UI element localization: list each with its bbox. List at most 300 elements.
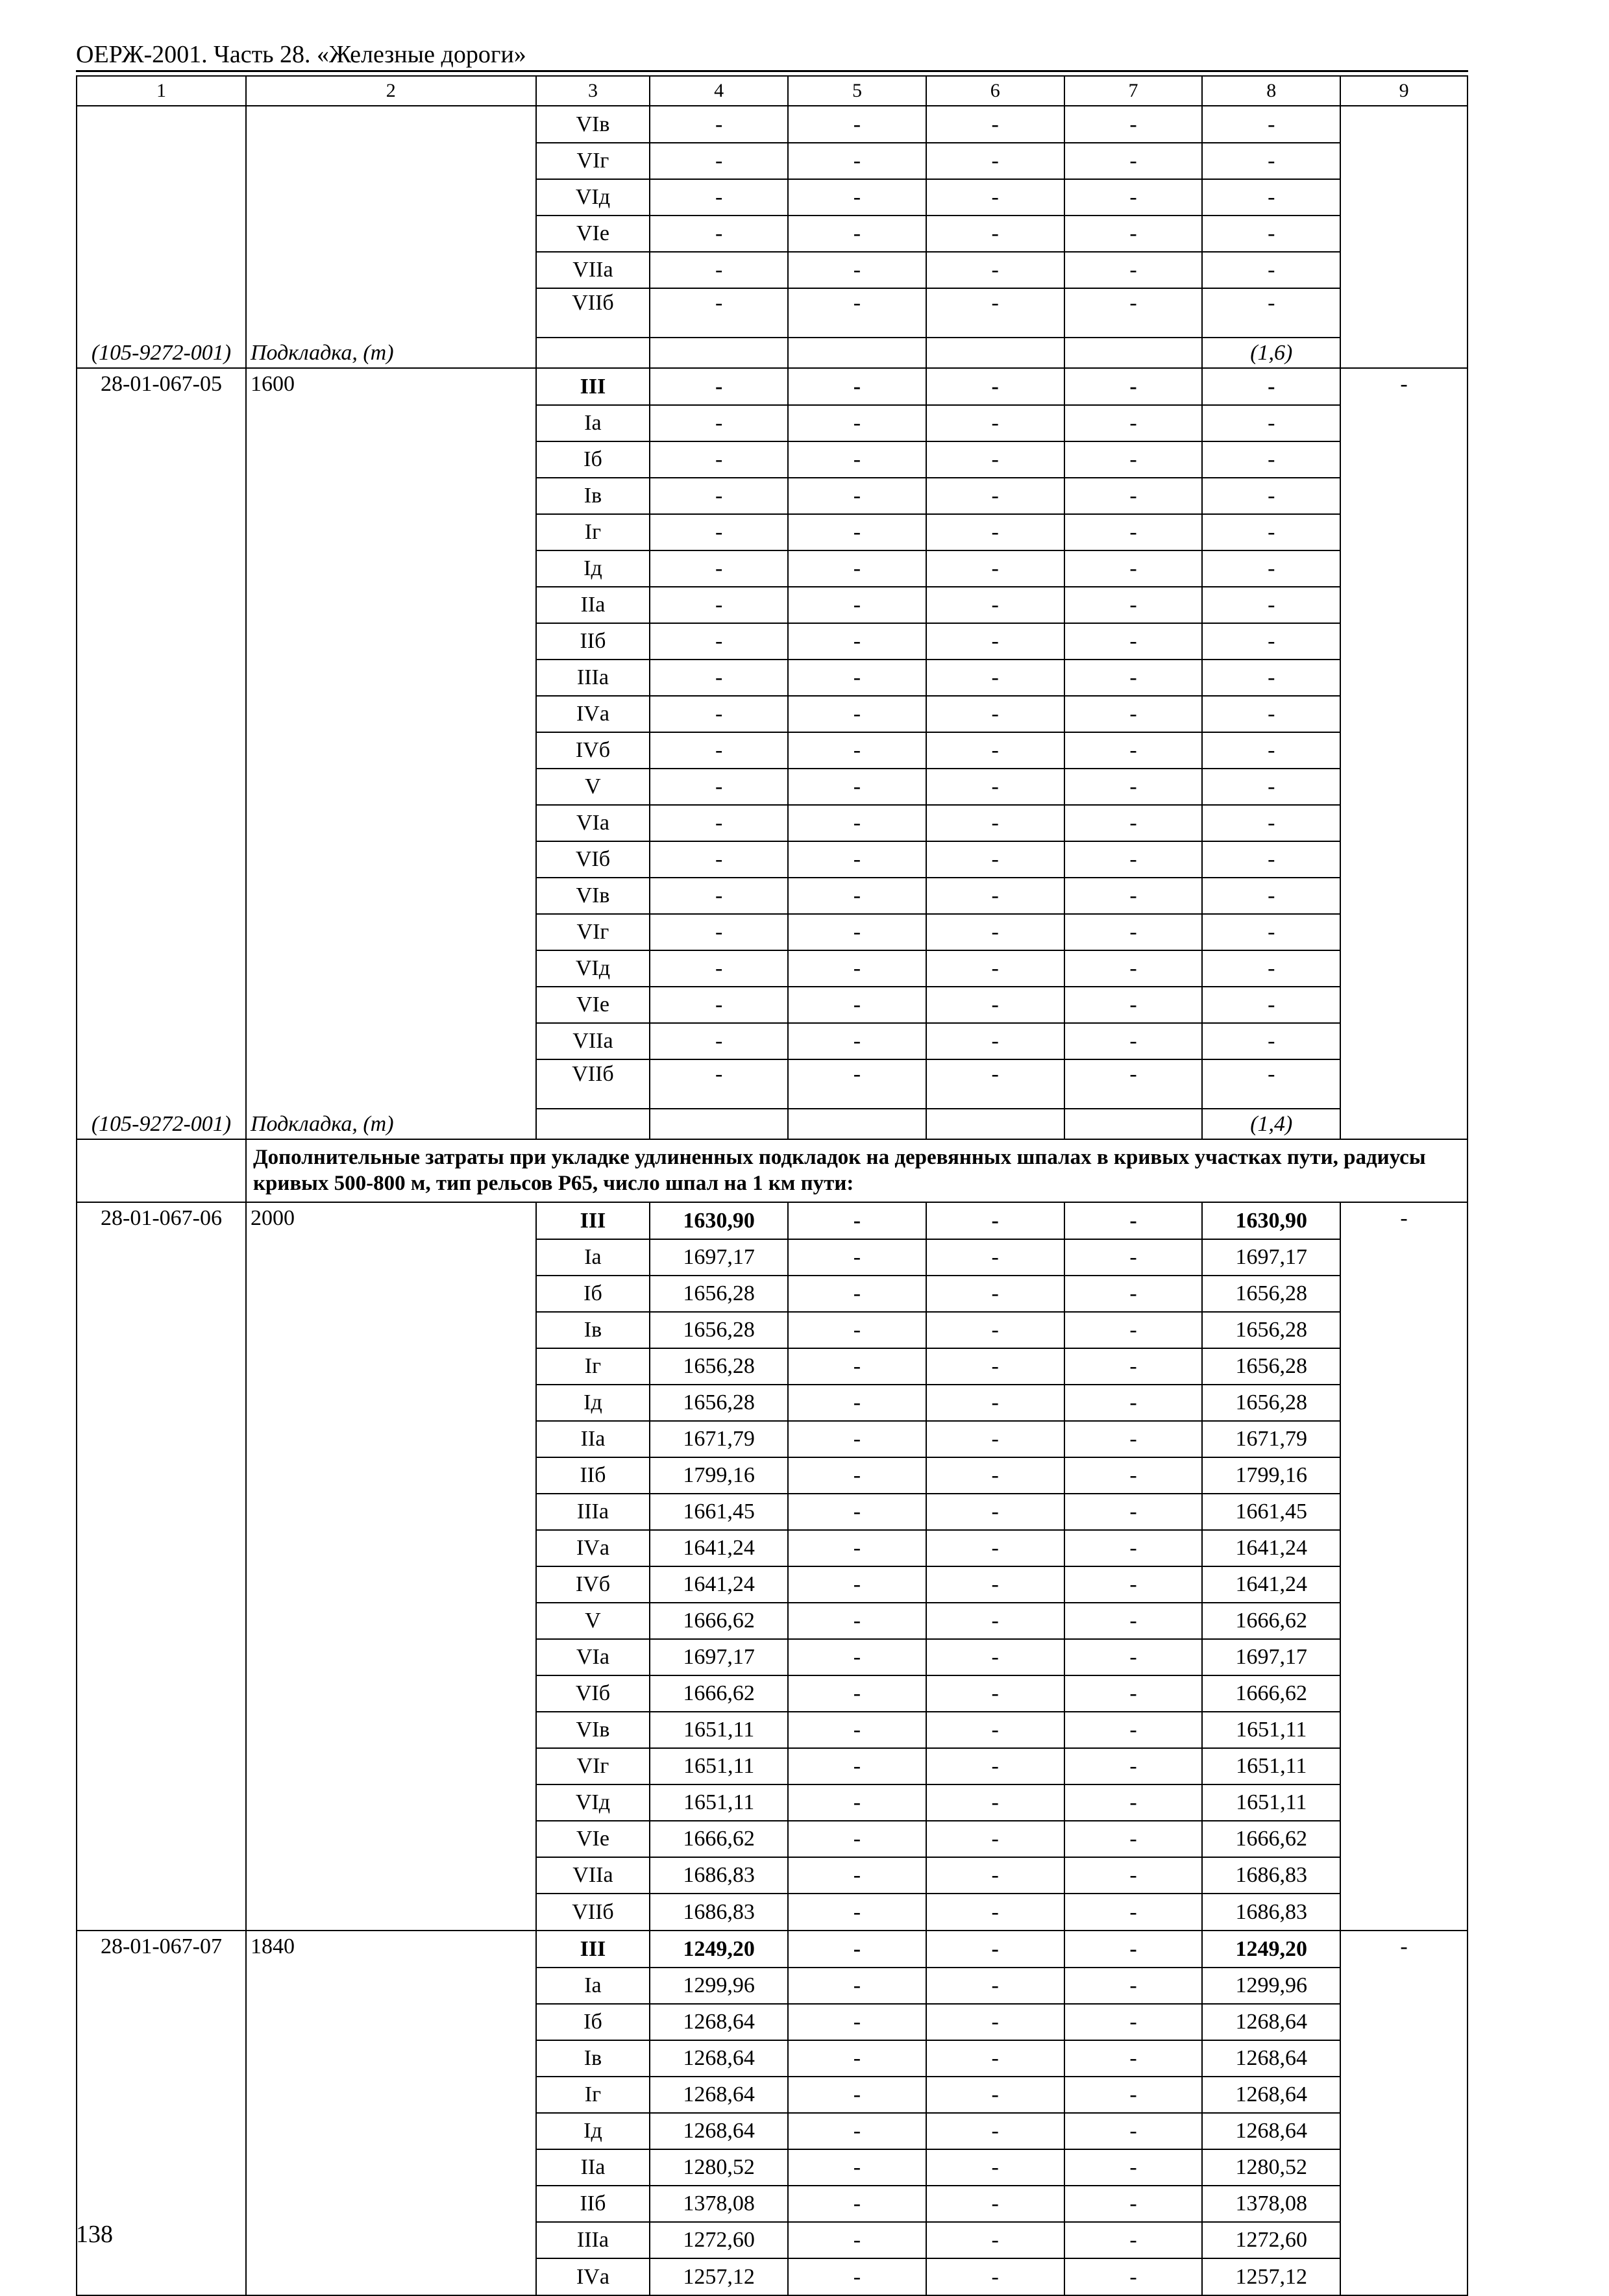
code-cell xyxy=(77,1821,246,1857)
value-cell-c7: - xyxy=(1064,914,1203,950)
value-cell-c5: - xyxy=(788,1748,926,1784)
value-cell-c4: 1268,64 xyxy=(650,2040,788,2077)
name-cell xyxy=(246,805,536,841)
value-cell-c8: - xyxy=(1202,106,1340,143)
value-cell-c4: 1268,64 xyxy=(650,2004,788,2040)
table-row xyxy=(77,478,1468,514)
value-cell-c4: 1686,83 xyxy=(650,1857,788,1894)
code-cell xyxy=(77,1023,246,1059)
value-cell-c5: - xyxy=(788,1202,926,1239)
name-cell xyxy=(246,1457,536,1494)
zone-cell: VIе xyxy=(536,216,650,252)
value-cell-c6: - xyxy=(926,1821,1064,1857)
value-cell-c4: 1257,12 xyxy=(650,2258,788,2295)
code-cell xyxy=(77,2186,246,2222)
zone-cell: VIг xyxy=(536,914,650,950)
value-cell-c5: - xyxy=(788,1603,926,1639)
resource-value: (1,4) xyxy=(1202,1109,1340,1139)
zone-cell: Iд xyxy=(536,1385,650,1421)
name-cell xyxy=(246,1712,536,1748)
table-row xyxy=(77,252,1468,288)
value-cell-c5: - xyxy=(788,1312,926,1348)
value-cell-c5: - xyxy=(788,841,926,878)
value-cell-c5: - xyxy=(788,878,926,914)
table-row xyxy=(77,1276,1468,1312)
value-cell-c7: - xyxy=(1064,1968,1203,2004)
table-row xyxy=(77,878,1468,914)
zone-cell: VIв xyxy=(536,106,650,143)
zone-cell: Iа xyxy=(536,405,650,441)
code-cell xyxy=(77,216,246,252)
table-row xyxy=(77,288,1468,338)
value-cell-c7: - xyxy=(1064,1530,1203,1566)
resource-code: (105-9272-001) xyxy=(77,1109,246,1139)
zone-cell: Iг xyxy=(536,2077,650,2113)
zone-cell: IIб xyxy=(536,1457,650,1494)
value-cell-c4: 1268,64 xyxy=(650,2077,788,2113)
value-cell-c6: - xyxy=(926,732,1064,769)
value-cell-c5: - xyxy=(788,732,926,769)
code-cell xyxy=(77,696,246,732)
zone-cell: III xyxy=(536,1202,650,1239)
value-cell-c6: - xyxy=(926,441,1064,478)
value-cell-c5: - xyxy=(788,1675,926,1712)
table-row xyxy=(77,179,1468,216)
value-cell-c8: 1268,64 xyxy=(1202,2113,1340,2149)
value-cell-c5: - xyxy=(788,987,926,1023)
name-cell xyxy=(246,2113,536,2149)
zone-cell: VIIа xyxy=(536,252,650,288)
value-cell-c4: - xyxy=(650,805,788,841)
value-cell-c5: - xyxy=(788,2186,926,2222)
name-cell: 2000 xyxy=(246,1202,536,1239)
zone-cell: Iг xyxy=(536,1348,650,1385)
page-number: 138 xyxy=(76,2221,113,2248)
zone-cell: Iа xyxy=(536,1239,650,1276)
zone-cell: VIIб xyxy=(536,288,650,338)
value-cell-c4: 1656,28 xyxy=(650,1385,788,1421)
value-cell-c4: - xyxy=(650,914,788,950)
table-row xyxy=(77,1675,1468,1712)
zone-cell: IVа xyxy=(536,696,650,732)
value-cell-c4: 1378,08 xyxy=(650,2186,788,2222)
page-header: ОЕРЖ-2001. Часть 28. «Железные дороги» xyxy=(76,41,526,68)
zone-cell: VIг xyxy=(536,143,650,179)
value-cell-c7: - xyxy=(1064,696,1203,732)
table-row xyxy=(77,1421,1468,1457)
resource-empty xyxy=(788,1109,926,1139)
code-cell xyxy=(77,1276,246,1312)
value-cell-c8: 1651,11 xyxy=(1202,1784,1340,1821)
value-cell-c4: - xyxy=(650,732,788,769)
zone-cell: III xyxy=(536,1931,650,1968)
name-cell xyxy=(246,550,536,587)
table-row xyxy=(77,405,1468,441)
value-cell-c8: 1666,62 xyxy=(1202,1675,1340,1712)
name-cell xyxy=(246,2222,536,2258)
zone-cell: IIб xyxy=(536,623,650,660)
value-cell-c4: - xyxy=(650,143,788,179)
value-cell-c4: - xyxy=(650,623,788,660)
section-title: Дополнительные затраты при укладке удлиненных подкладок на деревянных шпалах в кривых участках пути, радиусы кривых 500-800 м, тип рельсов Р65, число шпал на 1 км пути: xyxy=(246,1139,1468,1202)
value-cell-c6: - xyxy=(926,143,1064,179)
value-cell-c5: - xyxy=(788,1348,926,1385)
name-cell xyxy=(246,1023,536,1059)
value-cell-c5: - xyxy=(788,1059,926,1109)
value-cell-c7: - xyxy=(1064,2258,1203,2295)
code-cell xyxy=(77,441,246,478)
name-cell xyxy=(246,878,536,914)
code-cell xyxy=(77,1566,246,1603)
value-cell-c8: - xyxy=(1202,696,1340,732)
value-cell-c6: - xyxy=(926,1276,1064,1312)
zone-cell: VIг xyxy=(536,1748,650,1784)
code-cell xyxy=(77,987,246,1023)
value-cell-c8: 1641,24 xyxy=(1202,1566,1340,1603)
zone-cell: Iв xyxy=(536,478,650,514)
value-cell-c5: - xyxy=(788,2222,926,2258)
column-number: 4 xyxy=(650,76,788,106)
value-cell-c8: - xyxy=(1202,216,1340,252)
code-cell xyxy=(77,2077,246,2113)
value-cell-c7: - xyxy=(1064,1857,1203,1894)
table-row xyxy=(77,1566,1468,1603)
table-row xyxy=(77,1639,1468,1675)
value-cell-c5: - xyxy=(788,179,926,216)
code-cell xyxy=(77,841,246,878)
value-cell-c8: 1378,08 xyxy=(1202,2186,1340,2222)
table-row xyxy=(77,1385,1468,1421)
value-cell-c4: - xyxy=(650,405,788,441)
column-number: 6 xyxy=(926,76,1064,106)
zone-cell: Iв xyxy=(536,1312,650,1348)
value-cell-c6: - xyxy=(926,1494,1064,1530)
table-row xyxy=(77,1457,1468,1494)
value-cell-c7: - xyxy=(1064,660,1203,696)
table-row xyxy=(77,1894,1468,1931)
table-row xyxy=(77,143,1468,179)
name-cell xyxy=(246,514,536,550)
value-cell-c8: 1686,83 xyxy=(1202,1894,1340,1931)
table-body xyxy=(77,76,1468,2295)
resource-empty xyxy=(788,338,926,368)
value-cell-c4: - xyxy=(650,441,788,478)
value-cell-c8: 1656,28 xyxy=(1202,1385,1340,1421)
value-cell-c8: - xyxy=(1202,368,1340,405)
value-cell-c6: - xyxy=(926,696,1064,732)
name-cell xyxy=(246,769,536,805)
name-cell xyxy=(246,405,536,441)
value-cell-c4: - xyxy=(650,587,788,623)
value-cell-c7: - xyxy=(1064,1894,1203,1931)
value-cell-c7: - xyxy=(1064,1276,1203,1312)
value-cell-c7: - xyxy=(1064,288,1203,338)
value-cell-c6: - xyxy=(926,1857,1064,1894)
zone-cell: III xyxy=(536,368,650,405)
value-cell-c8: - xyxy=(1202,914,1340,950)
name-cell: 1600 xyxy=(246,368,536,405)
value-cell-c5: - xyxy=(788,2004,926,2040)
table-row xyxy=(77,1494,1468,1530)
code-cell xyxy=(77,660,246,696)
value-cell-c6: - xyxy=(926,216,1064,252)
value-cell-c4: 1697,17 xyxy=(650,1639,788,1675)
value-cell-c5: - xyxy=(788,914,926,950)
value-cell-c7: - xyxy=(1064,769,1203,805)
value-cell-c6: - xyxy=(926,1894,1064,1931)
value-cell-c7: - xyxy=(1064,1748,1203,1784)
value-cell-c7: - xyxy=(1064,252,1203,288)
name-cell xyxy=(246,1276,536,1312)
code-cell xyxy=(77,1494,246,1530)
value-cell-c8: 1249,20 xyxy=(1202,1931,1340,1968)
code-cell xyxy=(77,769,246,805)
value-cell-c6: - xyxy=(926,914,1064,950)
table-row xyxy=(77,2077,1468,2113)
zone-cell: VIд xyxy=(536,1784,650,1821)
name-cell xyxy=(246,1784,536,1821)
table-row xyxy=(77,732,1468,769)
zone-cell: VIд xyxy=(536,950,650,987)
resource-name: Подкладка, (т) xyxy=(246,338,536,368)
value-cell-c8: 1656,28 xyxy=(1202,1276,1340,1312)
col9-cell: - xyxy=(1340,368,1468,1139)
zone-cell: VIе xyxy=(536,987,650,1023)
zone-cell: VIв xyxy=(536,1712,650,1748)
value-cell-c4: 1641,24 xyxy=(650,1530,788,1566)
value-cell-c8: 1272,60 xyxy=(1202,2222,1340,2258)
name-cell xyxy=(246,478,536,514)
name-cell xyxy=(246,732,536,769)
value-cell-c5: - xyxy=(788,2258,926,2295)
col9-cell: - xyxy=(1340,1202,1468,1931)
value-cell-c4: - xyxy=(650,368,788,405)
name-cell xyxy=(246,623,536,660)
name-cell xyxy=(246,696,536,732)
name-cell xyxy=(246,660,536,696)
value-cell-c8: - xyxy=(1202,514,1340,550)
value-cell-c4: - xyxy=(650,216,788,252)
value-cell-c8: - xyxy=(1202,878,1340,914)
value-cell-c8: - xyxy=(1202,660,1340,696)
table-row xyxy=(77,216,1468,252)
value-cell-c4: - xyxy=(650,987,788,1023)
code-cell xyxy=(77,2004,246,2040)
value-cell-c6: - xyxy=(926,987,1064,1023)
name-cell xyxy=(246,1894,536,1931)
value-cell-c6: - xyxy=(926,587,1064,623)
table-row xyxy=(77,368,1468,405)
value-cell-c4: - xyxy=(650,696,788,732)
value-cell-c4: - xyxy=(650,252,788,288)
value-cell-c6: - xyxy=(926,1059,1064,1109)
table-row xyxy=(77,769,1468,805)
value-cell-c6: - xyxy=(926,950,1064,987)
value-cell-c6: - xyxy=(926,2222,1064,2258)
value-cell-c7: - xyxy=(1064,1202,1203,1239)
value-cell-c7: - xyxy=(1064,1712,1203,1748)
value-cell-c6: - xyxy=(926,1530,1064,1566)
value-cell-c7: - xyxy=(1064,1494,1203,1530)
col9-cell xyxy=(1340,106,1468,368)
value-cell-c5: - xyxy=(788,1894,926,1931)
table-row xyxy=(77,805,1468,841)
table-row xyxy=(77,914,1468,950)
name-cell xyxy=(246,1821,536,1857)
table-row xyxy=(77,2004,1468,2040)
value-cell-c8: - xyxy=(1202,623,1340,660)
value-cell-c8: - xyxy=(1202,587,1340,623)
name-cell xyxy=(246,1675,536,1712)
value-cell-c7: - xyxy=(1064,732,1203,769)
name-cell xyxy=(246,1239,536,1276)
value-cell-c6: - xyxy=(926,1348,1064,1385)
value-cell-c7: - xyxy=(1064,368,1203,405)
value-cell-c5: - xyxy=(788,1857,926,1894)
value-cell-c8: - xyxy=(1202,441,1340,478)
table-row xyxy=(77,441,1468,478)
value-cell-c8: - xyxy=(1202,1059,1340,1109)
value-cell-c6: - xyxy=(926,623,1064,660)
code-cell xyxy=(77,1530,246,1566)
name-cell xyxy=(246,216,536,252)
value-cell-c8: 1661,45 xyxy=(1202,1494,1340,1530)
section-empty xyxy=(77,1139,246,1202)
value-cell-c6: - xyxy=(926,1385,1064,1421)
name-cell xyxy=(246,179,536,216)
value-cell-c5: - xyxy=(788,106,926,143)
value-cell-c6: - xyxy=(926,550,1064,587)
table-row xyxy=(77,1931,1468,1968)
value-cell-c6: - xyxy=(926,1931,1064,1968)
value-cell-c7: - xyxy=(1064,441,1203,478)
table-row xyxy=(77,1059,1468,1109)
name-cell xyxy=(246,1494,536,1530)
value-cell-c4: 1656,28 xyxy=(650,1276,788,1312)
table-row xyxy=(77,1603,1468,1639)
value-cell-c4: - xyxy=(650,179,788,216)
zone-cell: Iб xyxy=(536,441,650,478)
value-cell-c8: - xyxy=(1202,550,1340,587)
table-row xyxy=(77,660,1468,696)
value-cell-c8: 1666,62 xyxy=(1202,1603,1340,1639)
value-cell-c6: - xyxy=(926,1712,1064,1748)
table-row xyxy=(77,1348,1468,1385)
section-title-row xyxy=(77,1139,1468,1202)
value-cell-c4: 1280,52 xyxy=(650,2149,788,2186)
value-cell-c6: - xyxy=(926,1675,1064,1712)
table-row xyxy=(77,106,1468,143)
value-cell-c4: 1630,90 xyxy=(650,1202,788,1239)
value-cell-c7: - xyxy=(1064,106,1203,143)
column-number: 2 xyxy=(246,76,536,106)
name-cell xyxy=(246,252,536,288)
code-cell xyxy=(77,179,246,216)
zone-cell: VIб xyxy=(536,841,650,878)
value-cell-c5: - xyxy=(788,623,926,660)
value-cell-c7: - xyxy=(1064,143,1203,179)
zone-cell: IIIа xyxy=(536,660,650,696)
value-cell-c7: - xyxy=(1064,2186,1203,2222)
value-cell-c6: - xyxy=(926,478,1064,514)
table-row xyxy=(77,841,1468,878)
value-cell-c4: 1656,28 xyxy=(650,1312,788,1348)
value-cell-c5: - xyxy=(788,1457,926,1494)
value-cell-c6: - xyxy=(926,2040,1064,2077)
zone-cell: IIб xyxy=(536,2186,650,2222)
value-cell-c8: - xyxy=(1202,805,1340,841)
value-cell-c4: - xyxy=(650,841,788,878)
value-cell-c6: - xyxy=(926,1968,1064,2004)
value-cell-c6: - xyxy=(926,1239,1064,1276)
value-cell-c8: - xyxy=(1202,252,1340,288)
code-cell xyxy=(77,1857,246,1894)
name-cell xyxy=(246,1748,536,1784)
value-cell-c4: 1651,11 xyxy=(650,1712,788,1748)
value-cell-c8: - xyxy=(1202,987,1340,1023)
value-cell-c6: - xyxy=(926,405,1064,441)
value-cell-c6: - xyxy=(926,2186,1064,2222)
resource-empty xyxy=(536,338,650,368)
zone-cell: Iб xyxy=(536,1276,650,1312)
name-cell xyxy=(246,2040,536,2077)
value-cell-c6: - xyxy=(926,769,1064,805)
value-cell-c5: - xyxy=(788,478,926,514)
resource-empty xyxy=(650,338,788,368)
value-cell-c7: - xyxy=(1064,1639,1203,1675)
name-cell xyxy=(246,1421,536,1457)
resource-empty xyxy=(536,1109,650,1139)
code-cell: 28-01-067-05 xyxy=(77,368,246,405)
resource-row xyxy=(77,1109,1468,1139)
zone-cell: VIе xyxy=(536,1821,650,1857)
table-row xyxy=(77,987,1468,1023)
code-cell xyxy=(77,1385,246,1421)
value-cell-c6: - xyxy=(926,288,1064,338)
code-cell xyxy=(77,1968,246,2004)
value-cell-c5: - xyxy=(788,1784,926,1821)
code-cell xyxy=(77,1748,246,1784)
value-cell-c6: - xyxy=(926,179,1064,216)
value-cell-c5: - xyxy=(788,2149,926,2186)
value-cell-c6: - xyxy=(926,2149,1064,2186)
value-cell-c7: - xyxy=(1064,2149,1203,2186)
zone-cell: Iг xyxy=(536,514,650,550)
zone-cell: VIб xyxy=(536,1675,650,1712)
value-cell-c5: - xyxy=(788,769,926,805)
value-cell-c7: - xyxy=(1064,1312,1203,1348)
value-cell-c6: - xyxy=(926,660,1064,696)
value-cell-c4: - xyxy=(650,769,788,805)
zone-cell: Iб xyxy=(536,2004,650,2040)
column-number-row xyxy=(77,76,1468,106)
code-cell xyxy=(77,514,246,550)
zone-cell: Iд xyxy=(536,550,650,587)
zone-cell: V xyxy=(536,769,650,805)
value-cell-c5: - xyxy=(788,514,926,550)
resource-code: (105-9272-001) xyxy=(77,338,246,368)
value-cell-c7: - xyxy=(1064,950,1203,987)
value-cell-c6: - xyxy=(926,2258,1064,2295)
value-cell-c7: - xyxy=(1064,1784,1203,1821)
value-cell-c4: 1651,11 xyxy=(650,1784,788,1821)
resource-empty xyxy=(650,1109,788,1139)
value-cell-c4: - xyxy=(650,950,788,987)
name-cell xyxy=(246,2004,536,2040)
zone-cell: IIIа xyxy=(536,1494,650,1530)
column-number: 9 xyxy=(1340,76,1468,106)
value-cell-c8: 1299,96 xyxy=(1202,1968,1340,2004)
